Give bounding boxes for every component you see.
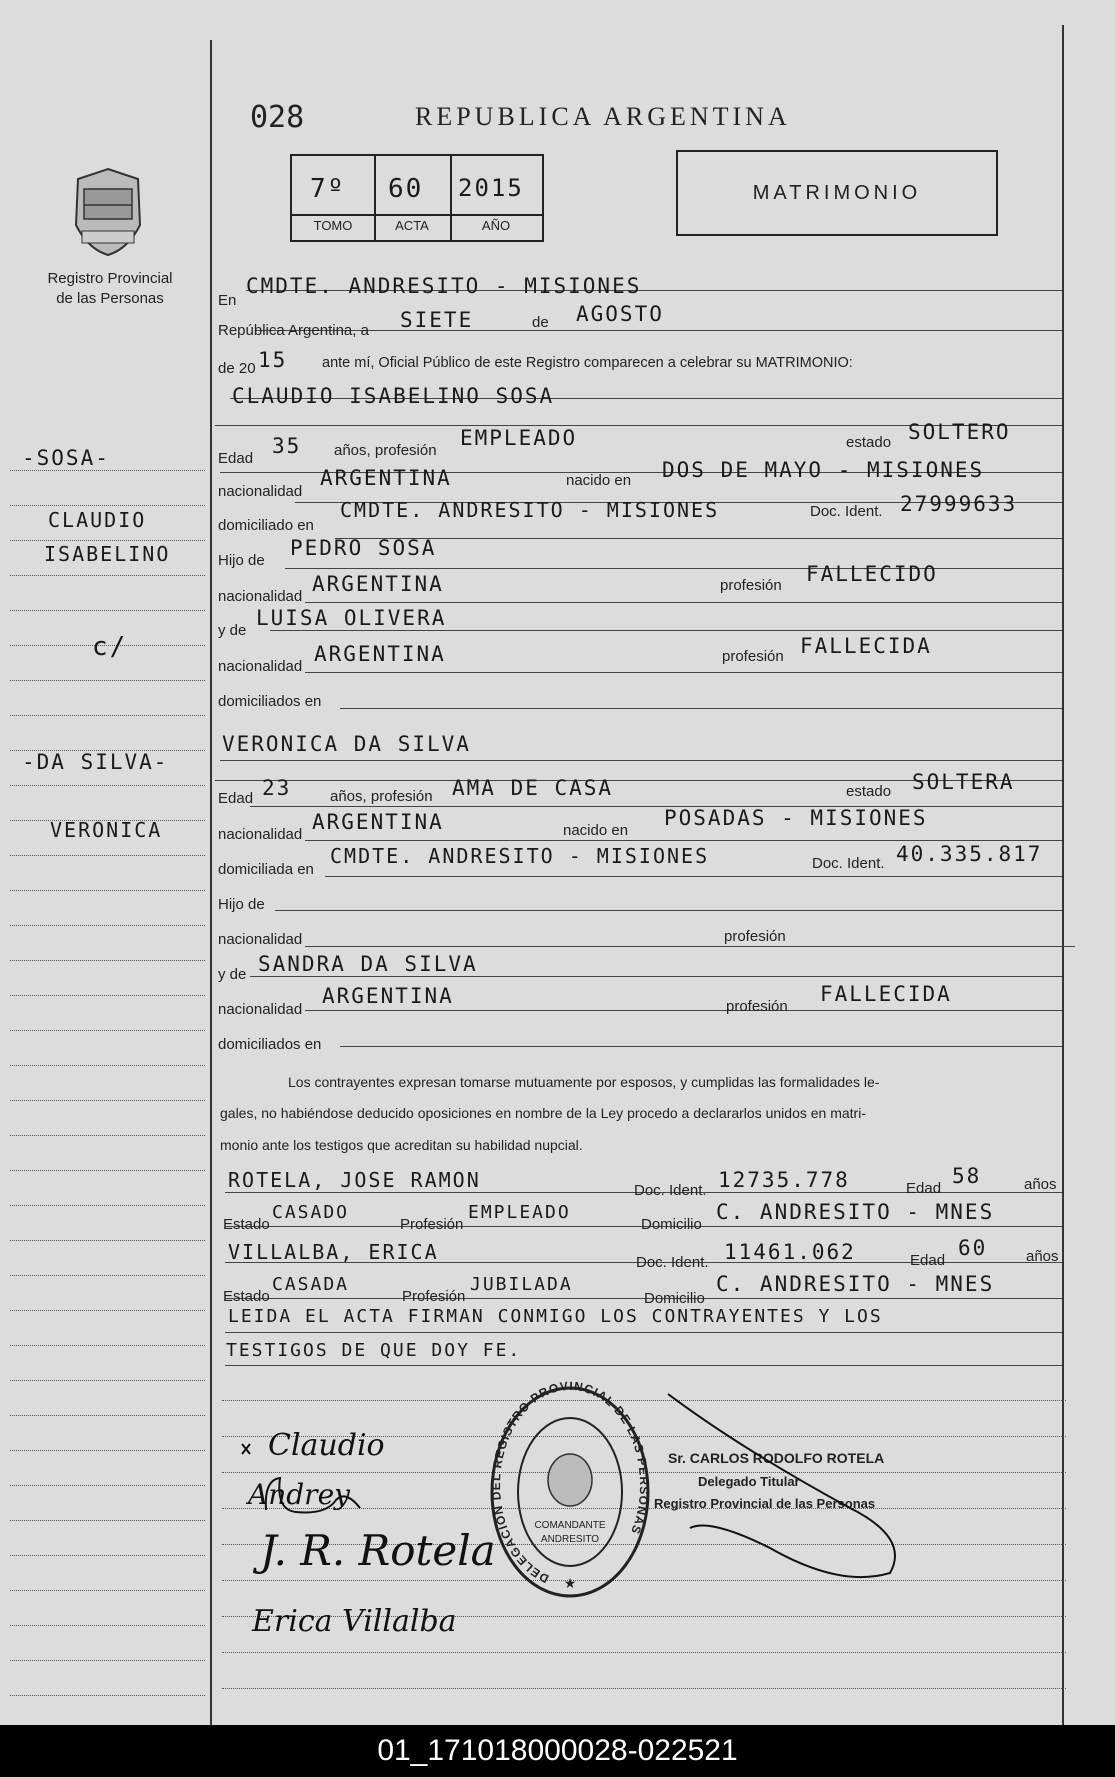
- bride-full-name: VERONICA DA SILVA: [222, 732, 471, 756]
- margin-ruled-line: [10, 1380, 205, 1381]
- witness2-profession: JUBILADA: [470, 1274, 573, 1295]
- signature-witness1: J. R. Rotela: [260, 1526, 496, 1575]
- official-name: Sr. CARLOS RODOLFO ROTELA: [668, 1450, 885, 1466]
- margin-ruled-line: [10, 1625, 205, 1626]
- witness1-edad-label: Edad: [906, 1180, 942, 1197]
- bride-doc-number: 40.335.817: [896, 842, 1043, 866]
- margin-ruled-line: [10, 1485, 205, 1486]
- margin-groom-name2: ISABELINO: [44, 542, 171, 566]
- groom-age: 35: [272, 434, 302, 458]
- tomo-acta-box: [290, 154, 544, 242]
- margin-ruled-line: [10, 890, 205, 891]
- margin-ruled-line: [10, 1345, 205, 1346]
- groom-father-nationality: ARGENTINA: [312, 572, 444, 596]
- marriage-day: SIETE: [400, 308, 474, 332]
- groom-doc-label: Doc. Ident.: [810, 503, 883, 520]
- bride-mother: SANDRA DA SILVA: [258, 952, 478, 976]
- margin-ruled-line: [10, 1555, 205, 1556]
- acta-value: 60: [388, 174, 424, 204]
- declaration-line3: monio ante los testigos que acreditan su habilidad nupcial.: [220, 1137, 583, 1153]
- witness1-domicilio-label: Domicilio: [641, 1216, 702, 1233]
- year-prefix: de 20: [218, 360, 256, 377]
- closing-line2: TESTIGOS DE QUE DOY FE.: [226, 1340, 522, 1361]
- tomo-label: TOMO: [313, 218, 353, 233]
- official-org: Registro Provincial de las Personas: [654, 1496, 876, 1511]
- stamp-inner-line1: COMANDANTE: [534, 1520, 606, 1531]
- bride-mother-profession: FALLECIDA: [820, 982, 952, 1006]
- margin-bride-surname: -DA SILVA-: [22, 750, 169, 774]
- image-footer-code: 01_171018000028-022521: [0, 1725, 1115, 1777]
- groom-nacionalidad-label: nacionalidad: [218, 483, 303, 500]
- document-number: 028: [250, 100, 305, 135]
- official-signature-stroke: [650, 1388, 908, 1588]
- groom-nationality: ARGENTINA: [320, 466, 452, 490]
- groom-civil-status: SOLTERO: [908, 420, 1011, 444]
- margin-ruled-line: [10, 925, 205, 926]
- margin-ruled-line: [10, 610, 205, 611]
- groom-mother-nationality: ARGENTINA: [314, 642, 446, 666]
- bride-nacionalidad-label: nacionalidad: [218, 826, 303, 843]
- groom-mother-nat-label: nacionalidad: [218, 658, 303, 675]
- stamp-inner-line2: ANDRESITO: [540, 1534, 600, 1545]
- margin-ruled-line: [10, 1520, 205, 1521]
- witness1-domicile: C. ANDRESITO - MNES: [716, 1200, 995, 1224]
- svg-text:★: ★: [563, 1575, 577, 1591]
- margin-ruled-line: [10, 1415, 205, 1416]
- groom-estado-label: estado: [846, 434, 892, 451]
- margin-groom-surname: -SOSA-: [22, 446, 110, 470]
- declaration-line1: Los contrayentes expresan tomarse mutuamente por esposos, y cumplidas las formalidades le-: [288, 1074, 880, 1090]
- groom-profession: EMPLEADO: [460, 426, 578, 450]
- marriage-place: CMDTE. ANDRESITO - MISIONES: [246, 274, 642, 298]
- groom-mother-prof-label: profesión: [722, 648, 784, 665]
- witness1-estado-label: Estado: [223, 1216, 270, 1233]
- margin-ruled-line: [10, 1030, 205, 1031]
- republica-label: República Argentina, a: [218, 322, 369, 339]
- witness1-status: CASADO: [272, 1202, 350, 1223]
- bride-anos-label: años, profesión: [330, 788, 433, 805]
- bride-father-nat-label: nacionalidad: [218, 931, 303, 948]
- bride-domiciliada-label: domiciliada en: [218, 861, 314, 878]
- witness2-edad-label: Edad: [910, 1252, 946, 1269]
- registry-name-line1: Registro Provincial: [47, 270, 173, 287]
- margin-ruled-line: [10, 960, 205, 961]
- margin-ruled-line: [10, 505, 205, 506]
- bride-nationality: ARGENTINA: [312, 810, 444, 834]
- signature-witness2: Erica Villalba: [252, 1604, 457, 1639]
- province-seal-logo: [68, 165, 148, 257]
- signature-groom-name: Claudio: [268, 1428, 385, 1463]
- bride-age: 23: [262, 776, 292, 800]
- bride-profession: AMA DE CASA: [452, 776, 614, 800]
- groom-birthplace: DOS DE MAYO - MISIONES: [662, 458, 985, 482]
- margin-ruled-line: [10, 1450, 205, 1451]
- witness2-status: CASADA: [272, 1274, 350, 1295]
- margin-bride-name: VERONICA: [50, 818, 163, 842]
- witness2-doc: 11461.062: [724, 1240, 856, 1264]
- groom-full-name: CLAUDIO ISABELINO SOSA: [232, 384, 555, 408]
- margin-ruled-line: [10, 1205, 205, 1206]
- official-title: Delegado Titular: [698, 1474, 800, 1489]
- groom-yde-label: y de: [218, 622, 247, 639]
- groom-domiciliados-label: domiciliados en: [218, 693, 322, 710]
- bride-mother-nat-label: nacionalidad: [218, 1001, 303, 1018]
- groom-father: PEDRO SOSA: [290, 536, 437, 560]
- groom-domiciliado-label: domiciliado en: [218, 517, 314, 534]
- groom-mother: LUISA OLIVERA: [256, 606, 447, 630]
- groom-nacido-label: nacido en: [566, 472, 632, 489]
- margin-ruled-line: [10, 470, 205, 471]
- margin-ruled-line: [10, 1275, 205, 1276]
- bride-nacido-label: nacido en: [563, 822, 629, 839]
- witness2-profesion-label: Profesión: [402, 1288, 466, 1305]
- official-stamp: [488, 1380, 653, 1605]
- witness1-age: 58: [952, 1164, 982, 1188]
- country-title: REPUBLICA ARGENTINA: [415, 102, 791, 131]
- groom-father-prof-label: profesión: [720, 577, 782, 594]
- anio-value: 2015: [458, 174, 524, 202]
- margin-ruled-line: [10, 1590, 205, 1591]
- acta-label: ACTA: [395, 218, 429, 233]
- right-margin-line: [1062, 25, 1064, 1725]
- groom-hijo-label: Hijo de: [218, 552, 265, 569]
- witness1-profession: EMPLEADO: [468, 1202, 571, 1223]
- en-label: En: [218, 292, 237, 309]
- margin-ruled-line: [10, 1170, 205, 1171]
- witness2-estado-label: Estado: [223, 1288, 270, 1305]
- bride-domiciliados-label: domiciliados en: [218, 1036, 322, 1053]
- witness2-name: VILLALBA, ERICA: [228, 1240, 439, 1264]
- bride-domicile: CMDTE. ANDRESITO - MISIONES: [330, 844, 710, 868]
- margin-ruled-line: [10, 1695, 205, 1696]
- margin-ruled-line: [10, 1240, 205, 1241]
- registry-name-line2: de las Personas: [56, 290, 164, 307]
- margin-ruled-line: [10, 785, 205, 786]
- witness2-doc-label: Doc. Ident.: [636, 1254, 709, 1271]
- intro-statement: ante mí, Oficial Público de este Registro comparecen a celebrar su MATRIMONIO:: [322, 355, 853, 371]
- bride-mother-prof-label: profesión: [726, 998, 788, 1015]
- document-type-box: MATRIMONIO: [676, 150, 998, 236]
- witness2-age: 60: [958, 1236, 988, 1260]
- stamp-ring-text: DELEGACION DEL REGISTRO PROVINCIAL DE LAS PERSONAS: [489, 1380, 652, 1586]
- margin-groom-name1: CLAUDIO: [48, 508, 147, 532]
- margin-ruled-line: [10, 995, 205, 996]
- witness1-anos-label: años: [1024, 1176, 1057, 1193]
- bride-birthplace: POSADAS - MISIONES: [664, 806, 928, 830]
- margin-ruled-line: [10, 1065, 205, 1066]
- groom-doc-number: 27999633: [900, 492, 1018, 516]
- bride-civil-status: SOLTERA: [912, 770, 1015, 794]
- groom-mother-profession: FALLECIDA: [800, 634, 932, 658]
- bride-hijo-label: Hijo de: [218, 896, 265, 913]
- bride-doc-label: Doc. Ident.: [812, 855, 885, 872]
- bride-estado-label: estado: [846, 783, 892, 800]
- groom-father-nat-label: nacionalidad: [218, 588, 303, 605]
- de-label: de: [532, 314, 549, 331]
- witness2-domicilio-label: Domicilio: [644, 1290, 705, 1307]
- groom-domicile: CMDTE. ANDRESITO - MISIONES: [340, 498, 720, 522]
- groom-father-profession: FALLECIDO: [806, 562, 938, 586]
- margin-ruled-line: [10, 680, 205, 681]
- witness2-anos-label: años: [1026, 1248, 1059, 1265]
- margin-ruled-line: [10, 540, 205, 541]
- body-ruled-line: [222, 1652, 1066, 1653]
- margin-conjunction: c/: [92, 632, 128, 662]
- tomo-value: 7º: [310, 174, 346, 204]
- anio-label: AÑO: [481, 218, 511, 233]
- witness1-doc: 12735.778: [718, 1168, 850, 1192]
- margin-ruled-line: [10, 1660, 205, 1661]
- marriage-year-suffix: 15: [258, 348, 288, 372]
- margin-ruled-line: [10, 575, 205, 576]
- closing-line1: LEIDA EL ACTA FIRMAN CONMIGO LOS CONTRAYENTES Y LOS: [228, 1306, 883, 1327]
- groom-anos-label: años, profesión: [334, 442, 437, 459]
- marriage-month: AGOSTO: [576, 302, 664, 326]
- witness1-doc-label: Doc. Ident.: [634, 1182, 707, 1199]
- margin-ruled-line: [10, 1310, 205, 1311]
- witness2-domicile: C. ANDRESITO - MNES: [716, 1272, 995, 1296]
- margin-ruled-line: [10, 855, 205, 856]
- bride-father-prof-label: profesión: [724, 928, 786, 945]
- bride-mother-nationality: ARGENTINA: [322, 984, 454, 1008]
- groom-edad-label: Edad: [218, 450, 254, 467]
- signature-bride-name: Andrey: [248, 1478, 350, 1511]
- witness1-name: ROTELA, JOSE RAMON: [228, 1168, 481, 1192]
- left-margin-line: [210, 40, 212, 1725]
- margin-ruled-line: [10, 1135, 205, 1136]
- bride-edad-label: Edad: [218, 790, 254, 807]
- declaration-line2: gales, no habiéndose deducido oposiciones en nombre de la Ley procedo a declararlos unidos en matri-: [220, 1105, 866, 1121]
- margin-ruled-line: [10, 1100, 205, 1101]
- bride-yde-label: y de: [218, 966, 247, 983]
- witness1-profesion-label: Profesión: [400, 1216, 464, 1233]
- body-ruled-line: [222, 1688, 1066, 1689]
- margin-ruled-line: [10, 715, 205, 716]
